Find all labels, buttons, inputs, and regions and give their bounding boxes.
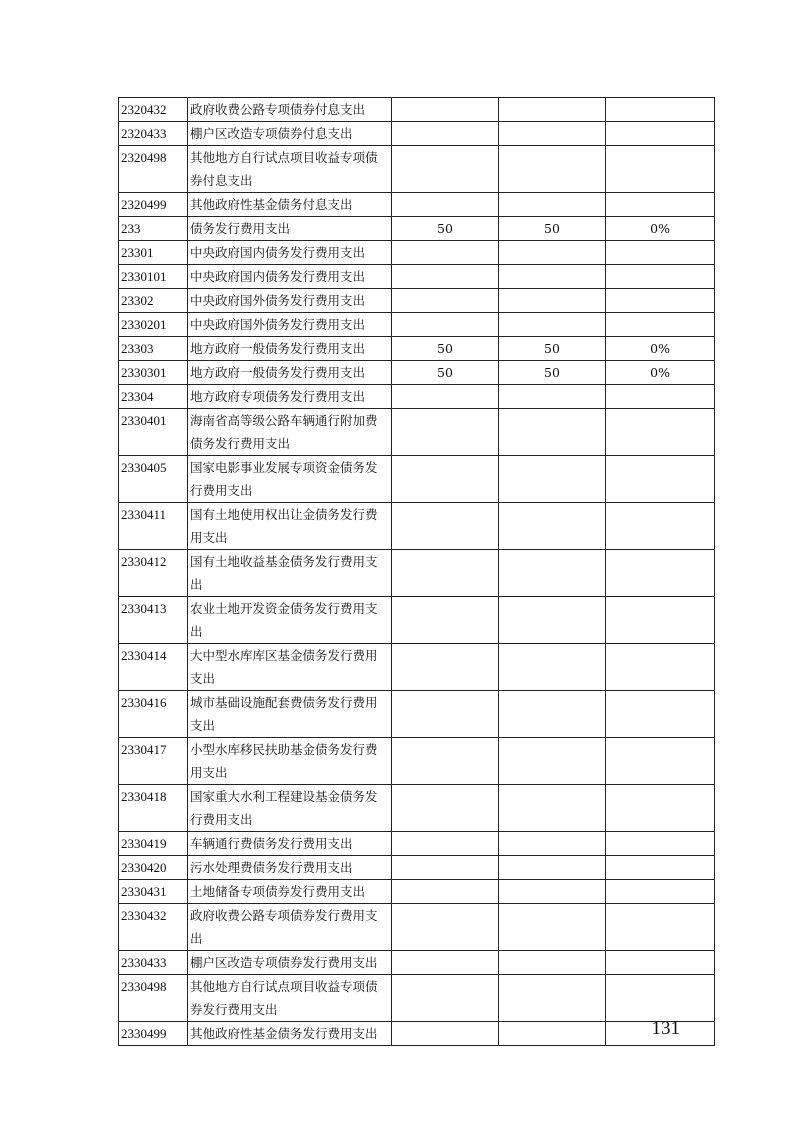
item-code: 2330413 (119, 597, 188, 644)
value-column-2 (499, 738, 606, 785)
value-column-2 (499, 550, 606, 597)
item-code: 2320499 (119, 193, 188, 217)
value-column-2 (499, 409, 606, 456)
value-column-1: 50 (392, 361, 499, 385)
value-column-1 (392, 1022, 499, 1046)
value-column-3 (606, 385, 715, 409)
value-column-1 (392, 880, 499, 904)
table-row (119, 550, 715, 597)
value-column-3 (606, 122, 715, 146)
item-code: 2330432 (119, 904, 188, 951)
value-column-1 (392, 904, 499, 951)
item-name: 政府收费公路专项债券付息支出 (188, 98, 392, 122)
value-column-3 (606, 738, 715, 785)
item-name: 其他政府性基金债务付息支出 (188, 193, 392, 217)
table-row (119, 241, 715, 265)
value-column-1 (392, 146, 499, 193)
value-column-2 (499, 385, 606, 409)
value-column-1: 50 (392, 217, 499, 241)
value-column-1 (392, 597, 499, 644)
item-code: 2320432 (119, 98, 188, 122)
item-code: 2330401 (119, 409, 188, 456)
table-row (119, 98, 715, 122)
item-code: 23302 (119, 289, 188, 313)
value-column-1 (392, 644, 499, 691)
item-name: 城市基础设施配套费债务发行费用支出 (188, 691, 392, 738)
value-column-3 (606, 98, 715, 122)
item-code: 23304 (119, 385, 188, 409)
table-row (119, 503, 715, 550)
budget-table (118, 97, 715, 1046)
value-column-3 (606, 691, 715, 738)
value-column-2 (499, 313, 606, 337)
item-code: 2330418 (119, 785, 188, 832)
value-column-1 (392, 691, 499, 738)
item-name: 中央政府国外债务发行费用支出 (188, 313, 392, 337)
value-column-2 (499, 597, 606, 644)
value-column-1 (392, 313, 499, 337)
item-code: 2330411 (119, 503, 188, 550)
item-code: 2330412 (119, 550, 188, 597)
value-column-2 (499, 1022, 606, 1046)
item-name: 其他地方自行试点项目收益专项债券发行费用支出 (188, 975, 392, 1022)
item-code: 2330417 (119, 738, 188, 785)
table-row (119, 217, 715, 241)
value-column-1 (392, 98, 499, 122)
item-code: 2330433 (119, 951, 188, 975)
value-column-2: 50 (499, 217, 606, 241)
value-column-1 (392, 738, 499, 785)
item-code: 2330431 (119, 880, 188, 904)
value-column-1: 50 (392, 337, 499, 361)
item-name: 地方政府专项债务发行费用支出 (188, 385, 392, 409)
value-column-3 (606, 597, 715, 644)
value-column-3 (606, 880, 715, 904)
table-row (119, 644, 715, 691)
item-code: 23303 (119, 337, 188, 361)
value-column-1 (392, 122, 499, 146)
value-column-2 (499, 98, 606, 122)
value-column-2 (499, 289, 606, 313)
item-code: 2330416 (119, 691, 188, 738)
value-column-2 (499, 146, 606, 193)
item-code: 2330498 (119, 975, 188, 1022)
item-code: 2330420 (119, 856, 188, 880)
value-column-3 (606, 146, 715, 193)
item-name: 中央政府国内债务发行费用支出 (188, 265, 392, 289)
item-name: 国家重大水利工程建设基金债务发行费用支出 (188, 785, 392, 832)
item-name: 国有土地收益基金债务发行费用支出 (188, 550, 392, 597)
item-code: 23301 (119, 241, 188, 265)
item-code: 2330419 (119, 832, 188, 856)
value-column-3 (606, 456, 715, 503)
value-column-3 (606, 241, 715, 265)
value-column-1 (392, 856, 499, 880)
item-name: 海南省高等级公路车辆通行附加费债务发行费用支出 (188, 409, 392, 456)
table-row (119, 785, 715, 832)
value-column-3 (606, 289, 715, 313)
value-column-1 (392, 456, 499, 503)
value-column-2: 50 (499, 337, 606, 361)
item-name: 其他政府性基金债务发行费用支出 (188, 1022, 392, 1046)
table-row (119, 265, 715, 289)
value-column-2 (499, 951, 606, 975)
value-column-1 (392, 951, 499, 975)
table-row (119, 385, 715, 409)
item-name: 地方政府一般债务发行费用支出 (188, 337, 392, 361)
item-name: 其他地方自行试点项目收益专项债券付息支出 (188, 146, 392, 193)
value-column-3 (606, 409, 715, 456)
value-column-1 (392, 265, 499, 289)
value-column-3 (606, 313, 715, 337)
value-column-2 (499, 265, 606, 289)
item-name: 土地储备专项债券发行费用支出 (188, 880, 392, 904)
item-name: 大中型水库库区基金债务发行费用支出 (188, 644, 392, 691)
table-row (119, 193, 715, 217)
value-column-2 (499, 691, 606, 738)
value-column-3 (606, 550, 715, 597)
item-name: 车辆通行费债务发行费用支出 (188, 832, 392, 856)
value-column-2 (499, 456, 606, 503)
value-column-1 (392, 289, 499, 313)
item-name: 农业土地开发资金债务发行费用支出 (188, 597, 392, 644)
value-column-3 (606, 785, 715, 832)
value-column-1 (392, 241, 499, 265)
table-row (119, 146, 715, 193)
item-name: 小型水库移民扶助基金债务发行费用支出 (188, 738, 392, 785)
value-column-2 (499, 975, 606, 1022)
item-name: 棚户区改造专项债券发行费用支出 (188, 951, 392, 975)
table-body (119, 98, 715, 1046)
item-code: 2330499 (119, 1022, 188, 1046)
item-name: 中央政府国外债务发行费用支出 (188, 289, 392, 313)
table-row (119, 313, 715, 337)
item-name: 债务发行费用支出 (188, 217, 392, 241)
value-column-3 (606, 951, 715, 975)
value-column-3 (606, 503, 715, 550)
table-row (119, 409, 715, 456)
value-column-3 (606, 975, 715, 1022)
value-column-1 (392, 409, 499, 456)
item-name: 国家电影事业发展专项资金债务发行费用支出 (188, 456, 392, 503)
value-column-3 (606, 856, 715, 880)
item-name: 地方政府一般债务发行费用支出 (188, 361, 392, 385)
table-row (119, 975, 715, 1022)
table-row (119, 691, 715, 738)
item-name: 中央政府国内债务发行费用支出 (188, 241, 392, 265)
value-column-2 (499, 856, 606, 880)
table-row (119, 456, 715, 503)
item-code: 2320498 (119, 146, 188, 193)
value-column-1 (392, 832, 499, 856)
value-column-2 (499, 832, 606, 856)
item-code: 2320433 (119, 122, 188, 146)
table-row (119, 904, 715, 951)
table-row (119, 122, 715, 146)
table-row (119, 289, 715, 313)
item-name: 棚户区改造专项债券付息支出 (188, 122, 392, 146)
value-column-3: 0% (606, 217, 715, 241)
value-column-3 (606, 265, 715, 289)
value-column-1 (392, 503, 499, 550)
table-row (119, 361, 715, 385)
item-name: 污水处理费债务发行费用支出 (188, 856, 392, 880)
item-name: 国有土地使用权出让金债务发行费用支出 (188, 503, 392, 550)
value-column-3: 0% (606, 337, 715, 361)
table-row (119, 738, 715, 785)
value-column-2 (499, 122, 606, 146)
item-code: 233 (119, 217, 188, 241)
value-column-2 (499, 644, 606, 691)
table-row (119, 832, 715, 856)
table-row (119, 597, 715, 644)
value-column-3 (606, 644, 715, 691)
value-column-2 (499, 904, 606, 951)
value-column-2 (499, 785, 606, 832)
value-column-2 (499, 503, 606, 550)
value-column-1 (392, 385, 499, 409)
value-column-2 (499, 241, 606, 265)
value-column-1 (392, 785, 499, 832)
table-row (119, 880, 715, 904)
value-column-3 (606, 193, 715, 217)
value-column-1 (392, 193, 499, 217)
value-column-2 (499, 880, 606, 904)
value-column-3 (606, 832, 715, 856)
table-row (119, 856, 715, 880)
table-row (119, 337, 715, 361)
value-column-3 (606, 904, 715, 951)
value-column-1 (392, 550, 499, 597)
value-column-2: 50 (499, 361, 606, 385)
item-code: 2330414 (119, 644, 188, 691)
item-code: 2330201 (119, 313, 188, 337)
page-number: 131 (651, 1018, 680, 1039)
item-code: 2330301 (119, 361, 188, 385)
table-row (119, 951, 715, 975)
item-code: 2330101 (119, 265, 188, 289)
value-column-3: 0% (606, 361, 715, 385)
item-name: 政府收费公路专项债券发行费用支出 (188, 904, 392, 951)
item-code: 2330405 (119, 456, 188, 503)
value-column-1 (392, 975, 499, 1022)
value-column-2 (499, 193, 606, 217)
